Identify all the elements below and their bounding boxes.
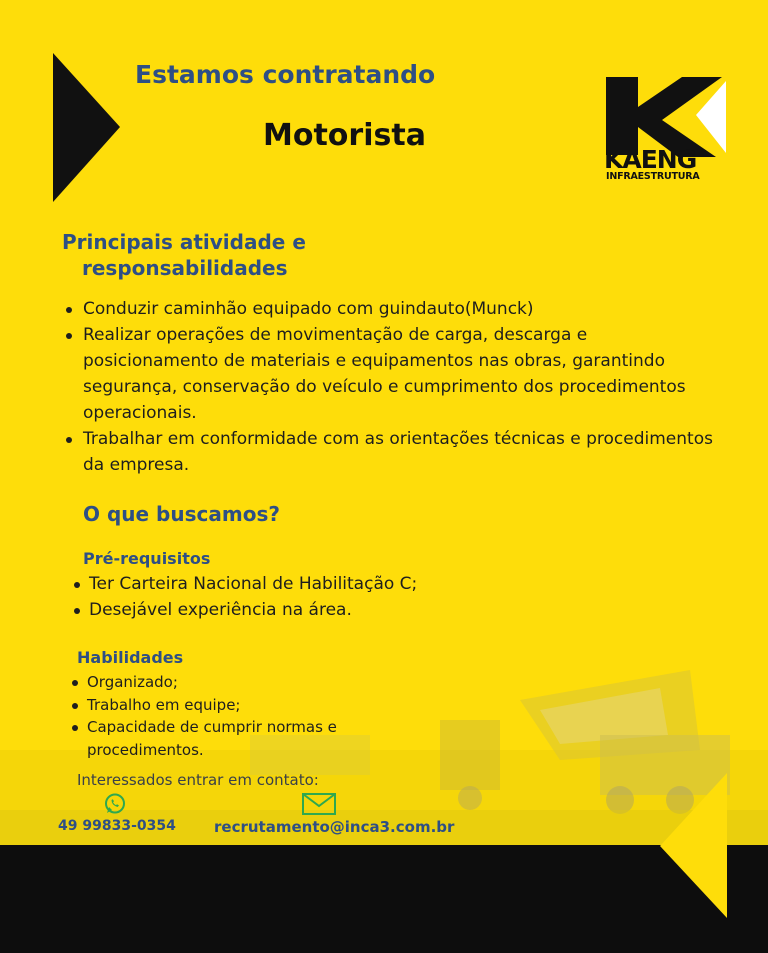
contact-label: Interessados entrar em contato: — [77, 771, 319, 789]
logo-name: KAENG — [604, 145, 697, 174]
whatsapp-icon — [103, 792, 127, 816]
skills-list — [87, 671, 407, 761]
responsibilities-heading — [62, 229, 306, 281]
email-link[interactable]: recrutamento@inca3.com.br — [214, 818, 455, 836]
responsibilities-list — [83, 296, 723, 478]
prerequisites-heading: Pré-requisitos — [83, 549, 211, 568]
list-item: Realizar operações de movimentação de carga, descarga e posicionamento de materiais e equipamentos nas obras, garantindo segurança, conservação do veículo e cumprimento dos procedimentos operacionais. — [83, 322, 723, 426]
skills-heading: Habilidades — [77, 648, 184, 667]
hiring-title: Estamos contratando — [135, 60, 436, 89]
list-item: Conduzir caminhão equipado com guindauto(Munck) — [83, 296, 723, 322]
responsibilities-heading-line2: responsabilidades — [82, 256, 288, 280]
bottom-dark-band — [0, 845, 768, 953]
list-item: Capacidade de cumprir normas e procedimentos. — [87, 716, 407, 761]
list-item: Trabalho em equipe; — [87, 694, 407, 717]
responsibilities-heading-line1: Principais atividade e — [62, 230, 306, 254]
envelope-icon — [302, 793, 336, 815]
looking-for-heading: O que buscamos? — [83, 502, 280, 526]
phone-number[interactable]: 49 99833-0354 — [58, 818, 176, 834]
logo-subtitle: INFRAESTRUTURA — [606, 171, 700, 182]
list-item: Trabalhar em conformidade com as orientações técnicas e procedimentos da empresa. — [83, 426, 723, 478]
list-item: Ter Carteira Nacional de Habilitação C; — [89, 571, 589, 597]
decorative-triangle-top — [0, 0, 130, 210]
list-item: Organizado; — [87, 671, 407, 694]
job-title: Motorista — [263, 118, 426, 153]
list-item: Desejável experiência na área. — [89, 597, 589, 623]
prerequisites-list — [89, 571, 589, 623]
